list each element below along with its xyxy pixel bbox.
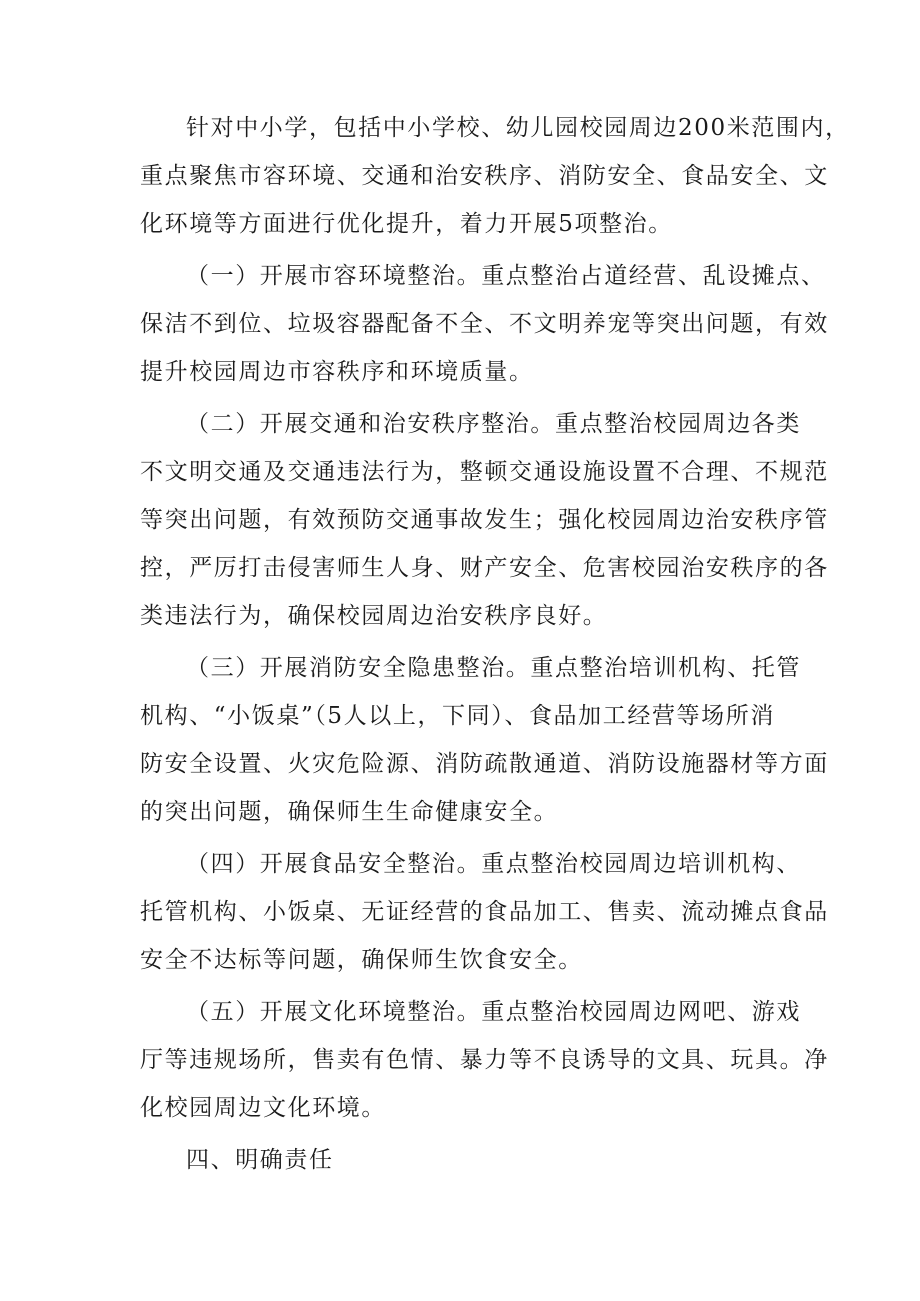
paragraph-intro: [140, 104, 850, 248]
text-line: 针对中小学，包括中小学校、幼儿园校园周边200米范围内，: [186, 115, 850, 141]
paragraph-item-2: [140, 400, 829, 640]
document-page: [140, 104, 850, 1188]
text-line: 托管机构、小饭桌、无证经营的食品加工、售卖、流动摊点食品: [140, 899, 829, 925]
text-line: 安全不达标等问题，确保师生饮食安全。: [140, 947, 583, 973]
text-line: 等突出问题，有效预防交通事故发生；强化校园周边治安秩序管: [140, 507, 829, 533]
section-heading-text: 四、明确责任: [186, 1147, 334, 1173]
paragraph-item-1: [140, 252, 829, 396]
text-line: （五）开展文化环境整治。重点整治校园周边网吧、游戏: [186, 999, 801, 1025]
section-heading: [140, 1136, 800, 1184]
text-line: 控，严厉打击侵害师生人身、财产安全、危害校园治安秩序的各: [140, 555, 829, 581]
text-line: 厅等违规场所，售卖有色情、暴力等不良诱导的文具、玩具。净: [140, 1047, 829, 1073]
text-line: （一）开展市容环境整治。重点整治占道经营、乱设摊点、: [186, 263, 826, 289]
text-line: 重点聚焦市容环境、交通和治安秩序、消防安全、食品安全、文: [140, 163, 829, 189]
text-line: 提升校园周边市容秩序和环境质量。: [140, 359, 534, 385]
text-line: 化环境等方面进行优化提升，着力开展5项整治。: [140, 211, 673, 237]
text-line: （二）开展交通和治安秩序整治。重点整治校园周边各类: [186, 411, 801, 437]
paragraph-item-5: [140, 988, 829, 1132]
paragraph-item-4: [140, 840, 829, 984]
text-line: 保洁不到位、垃圾容器配备不全、不文明养宠等突出问题，有效: [140, 311, 829, 337]
text-line: （四）开展食品安全整治。重点整治校园周边培训机构、: [186, 851, 801, 877]
text-line: 不文明交通及交通违法行为，整顿交通设施设置不合理、不规范: [140, 459, 829, 485]
text-line: 化校园周边文化环境。: [140, 1095, 386, 1121]
text-line: 机构、“小饭桌”（5人以上，下同）、食品加工经营等场所消: [140, 703, 775, 729]
text-line: 防安全设置、火灾危险源、消防疏散通道、消防设施器材等方面: [140, 751, 829, 777]
text-line: （三）开展消防安全隐患整治。重点整治培训机构、托管: [186, 655, 801, 681]
text-line: 的突出问题，确保师生生命健康安全。: [140, 799, 559, 825]
paragraph-item-3: [140, 644, 829, 836]
text-line: 类违法行为，确保校园周边治安秩序良好。: [140, 603, 608, 629]
